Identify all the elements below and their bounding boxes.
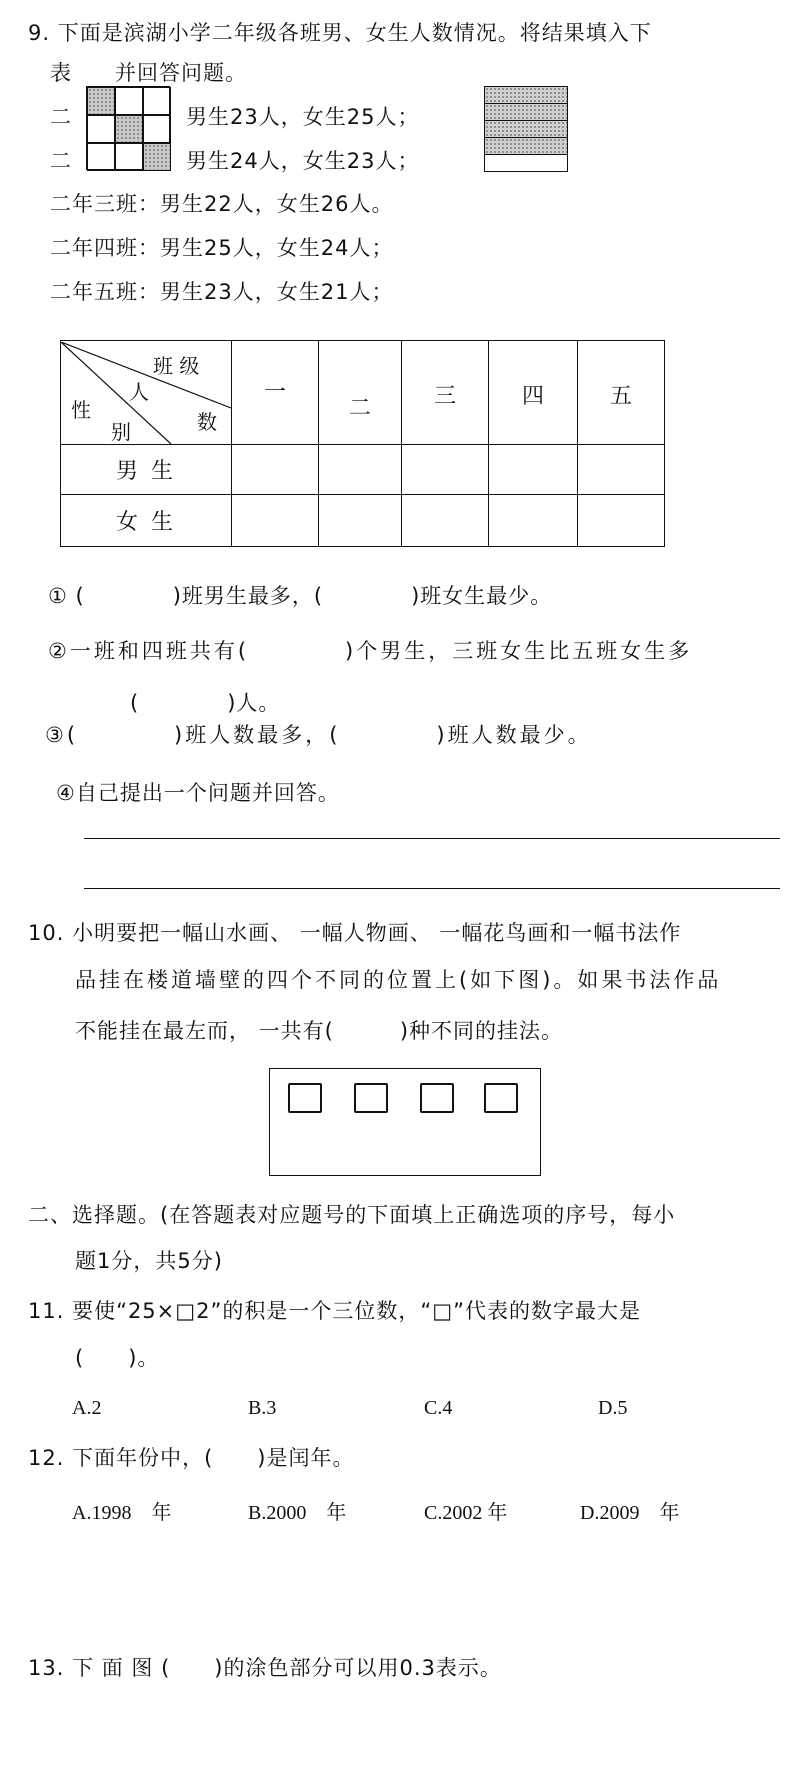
class2-data: 男生24人，女生23人； <box>186 149 420 173</box>
answer-cell[interactable] <box>578 495 665 547</box>
wall-diagram <box>269 1068 541 1176</box>
q10-line1: 10. 小明要把一幅山水画、 一幅人物画、 一幅花鸟画和一幅书法作 <box>28 921 682 945</box>
q12-option-c[interactable]: C.2002 年 <box>424 1502 508 1524</box>
q12-line1: 12. 下面年份中，( )是闰年。 <box>28 1446 355 1470</box>
answer-cell[interactable] <box>402 445 489 495</box>
q9-sub4: ④自己提出一个问题并回答。 <box>56 781 340 805</box>
answer-cell[interactable] <box>232 495 319 547</box>
picture-frame-icon <box>354 1083 388 1113</box>
q11-option-a[interactable]: A.2 <box>72 1397 102 1419</box>
strip-shaded-figure <box>484 86 568 172</box>
q11-option-c[interactable]: C.4 <box>424 1397 453 1419</box>
answer-cell[interactable] <box>578 445 665 495</box>
q9-line2-start: 表 <box>50 61 72 85</box>
class1-prefix: 二 <box>50 105 72 129</box>
section2-line2: 题1分，共5分) <box>75 1249 223 1273</box>
class1-data: 男生23人，女生25人； <box>186 105 420 129</box>
q10-line2: 品挂在楼道墙壁的四个不同的位置上(如下图)。如果书法作品 <box>75 968 722 992</box>
class4-data: 二年四班：男生25人，女生24人； <box>50 236 394 260</box>
picture-frame-icon <box>420 1083 454 1113</box>
q9-sub2-line2: ( )人。 <box>130 691 281 715</box>
col-header-2: 二 <box>319 341 402 445</box>
q9-sub2-line1: ②一班和四班共有( )个男生，三班女生比五班女生多 <box>48 639 693 663</box>
q12-option-b[interactable]: B.2000 年 <box>248 1502 347 1524</box>
q9-sub3: ③( )班人数最多，( )班人数最少。 <box>45 723 592 747</box>
q9-line1: 9. 下面是滨湖小学二年级各班男、女生人数情况。将结果填入下 <box>28 21 652 45</box>
q11-line1: 11. 要使“25×□2”的积是一个三位数，“□”代表的数字最大是 <box>28 1299 641 1323</box>
class5-data: 二年五班：男生23人，女生21人； <box>50 280 394 304</box>
table-corner-cell <box>61 341 232 445</box>
class2-prefix: 二 <box>50 149 72 173</box>
picture-frame-icon <box>288 1083 322 1113</box>
corner-count-label: 数 <box>197 409 217 434</box>
row-label-girls: 女 生 <box>61 495 232 547</box>
answer-cell[interactable] <box>489 445 578 495</box>
q13-line1: 13. 下 面 图 ( )的涂色部分可以用0.3表示。 <box>28 1656 502 1680</box>
q12-option-a[interactable]: A.1998 年 <box>72 1502 172 1524</box>
section2-line1: 二、选择题。(在答题表对应题号的下面填上正确选项的序号，每小 <box>28 1203 676 1227</box>
col-header-3: 三 <box>402 341 489 445</box>
answer-cell[interactable] <box>489 495 578 547</box>
corner-people-label: 人 <box>129 379 149 404</box>
row-label-boys: 男 生 <box>61 445 232 495</box>
corner-class-label: 班 级 <box>153 353 200 378</box>
col-header-1: 一 <box>232 341 319 445</box>
class3-data: 二年三班：男生22人，女生26人。 <box>50 192 394 216</box>
col-header-4: 四 <box>489 341 578 445</box>
q12-option-d[interactable]: D.2009 年 <box>580 1502 680 1524</box>
q11-option-d[interactable]: D.5 <box>598 1397 628 1419</box>
corner-gender-label-b: 别 <box>111 419 131 444</box>
answer-cell[interactable] <box>319 445 402 495</box>
grid-shaded-figure <box>86 86 170 170</box>
q9-line2-end: 并回答问题。 <box>115 61 247 85</box>
answer-line-2[interactable] <box>84 888 780 889</box>
col-header-5: 五 <box>578 341 665 445</box>
q10-line3: 不能挂在最左而， 一共有( )种不同的挂法。 <box>75 1019 564 1043</box>
q9-sub1: ① ( )班男生最多，( )班女生最少。 <box>48 584 553 608</box>
q11-option-b[interactable]: B.3 <box>248 1397 277 1419</box>
answer-cell[interactable] <box>319 495 402 547</box>
q11-line2: ( )。 <box>75 1346 160 1370</box>
picture-frame-icon <box>484 1083 518 1113</box>
answer-cell[interactable] <box>232 445 319 495</box>
class-gender-table <box>60 340 665 547</box>
answer-line-1[interactable] <box>84 838 780 839</box>
corner-gender-label-a: 性 <box>71 397 91 422</box>
answer-cell[interactable] <box>402 495 489 547</box>
